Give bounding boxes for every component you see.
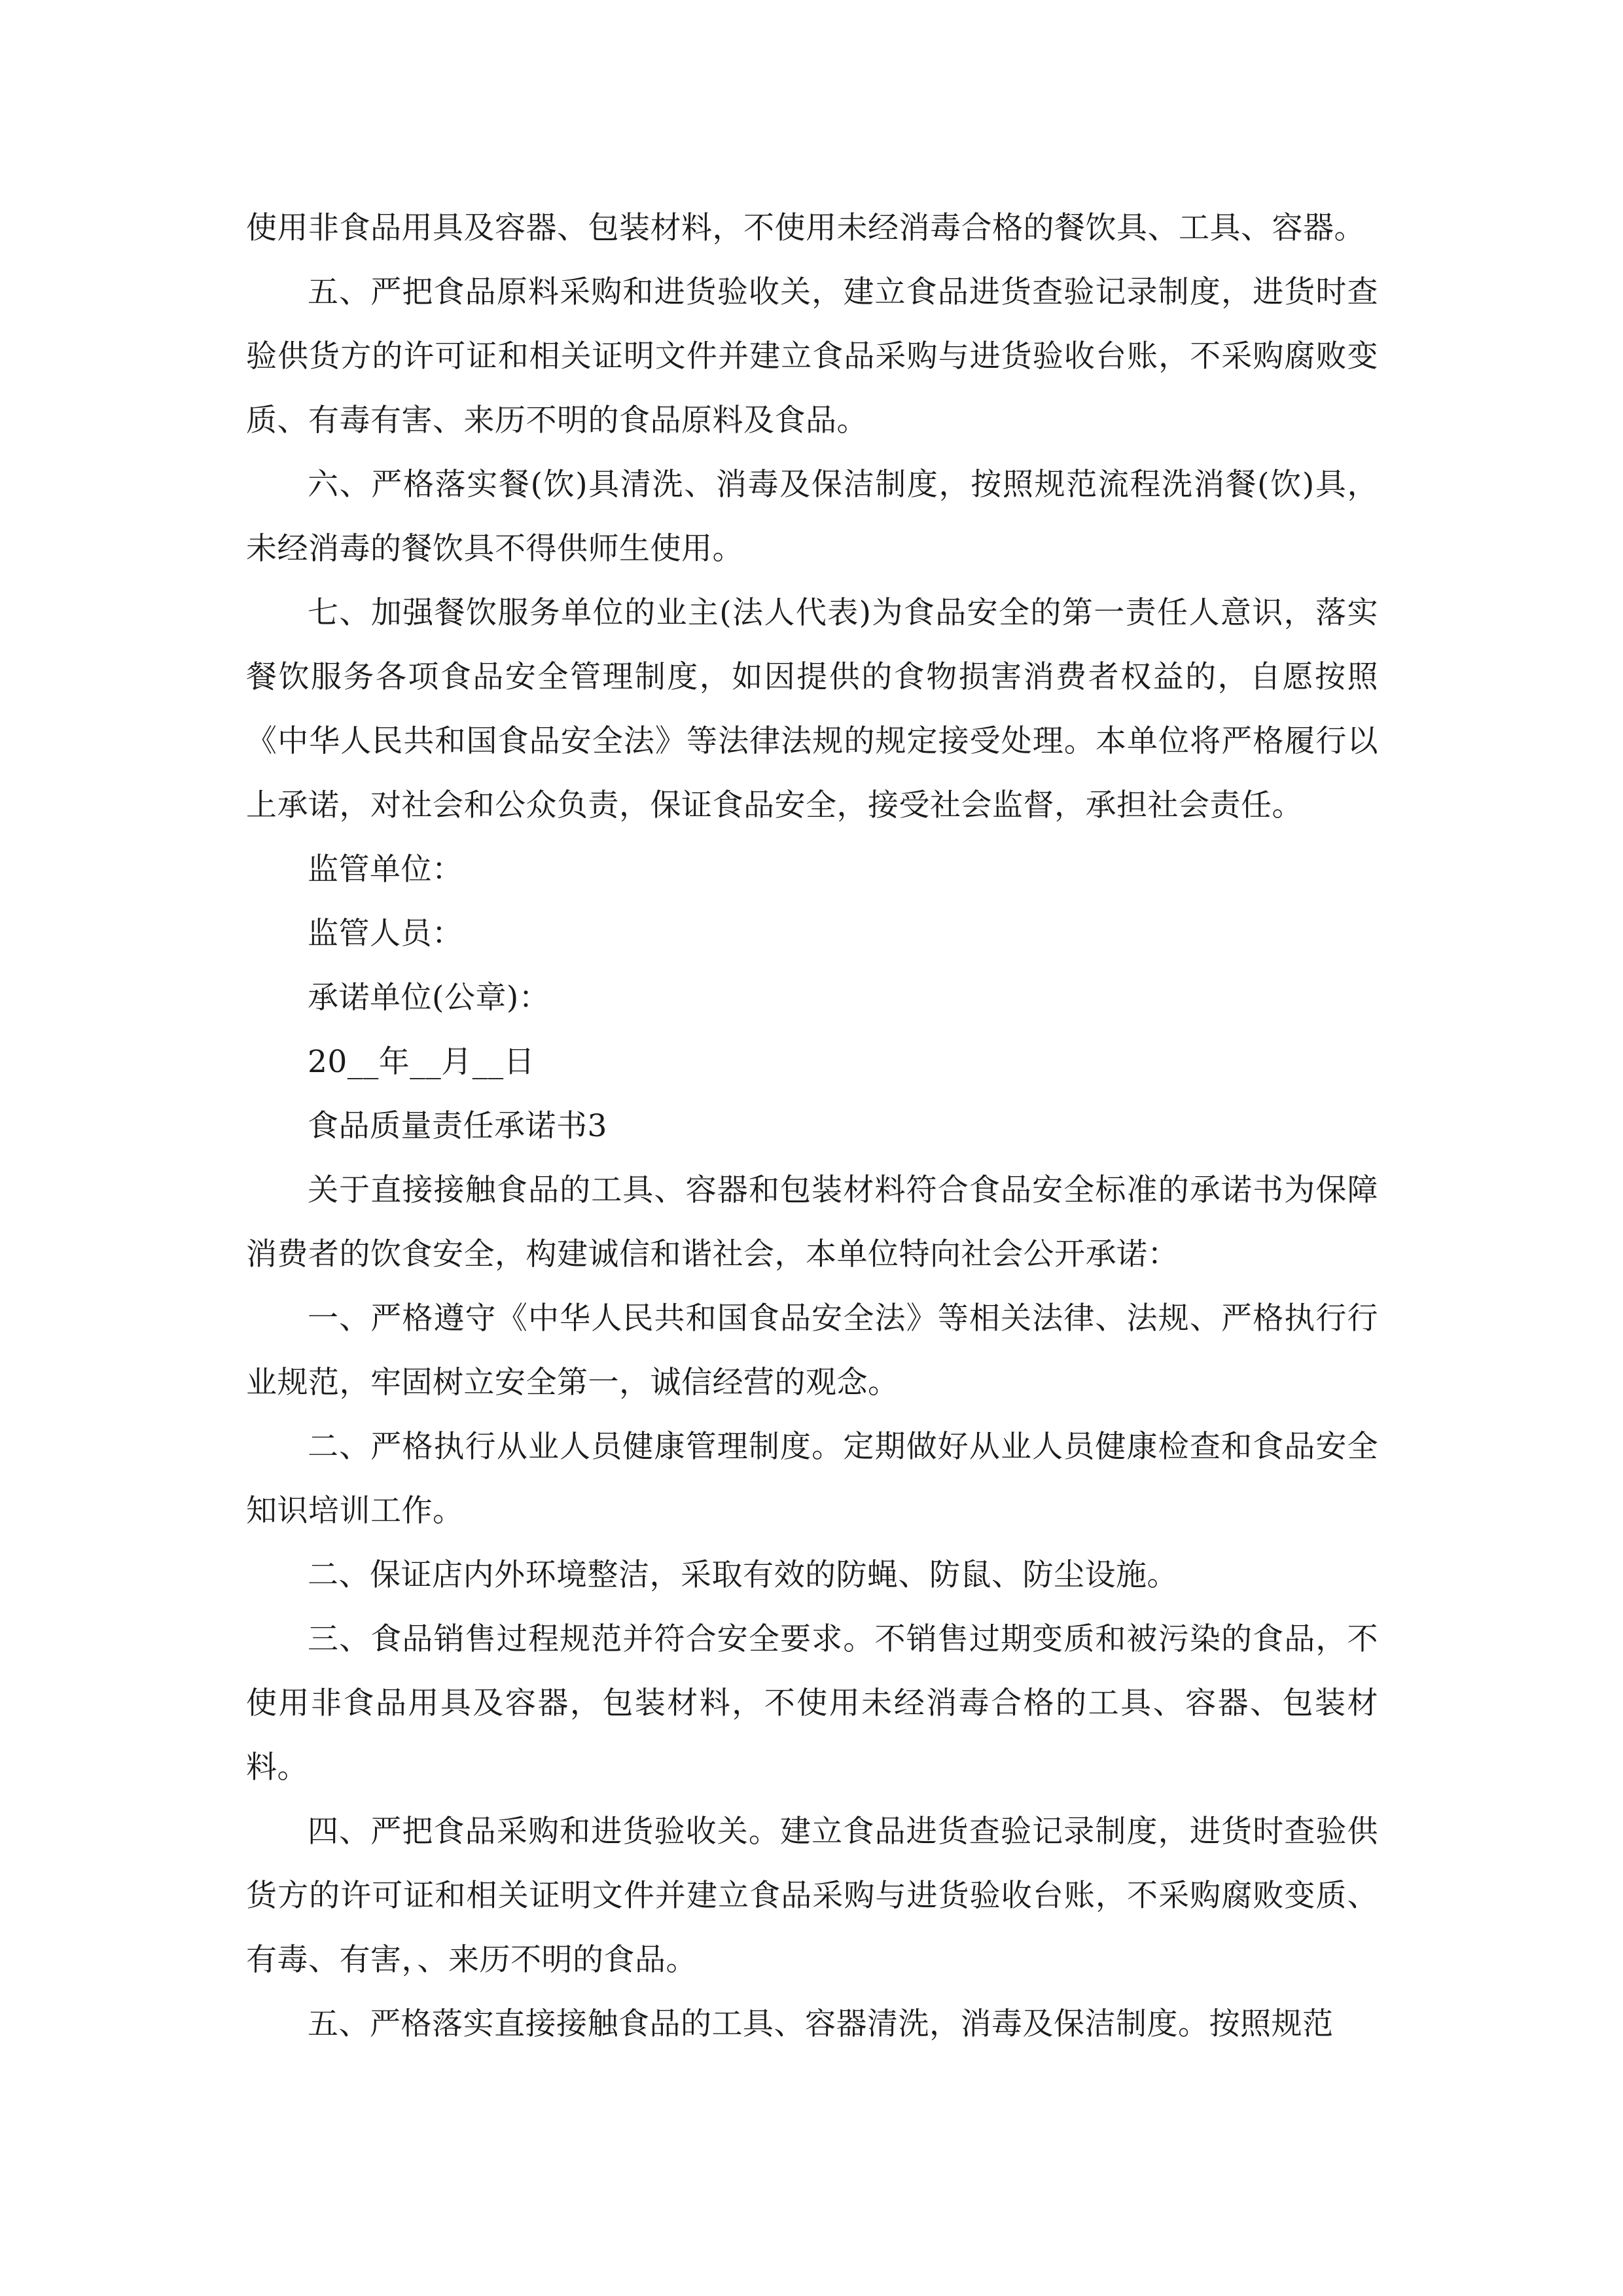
paragraph-item-3: 三、食品销售过程规范并符合安全要求。不销售过期变质和被污染的食品，不使用非食品用具及容器，包装材料，不使用未经消毒合格的工具、容器、包装材料。 [246,1621,1378,1785]
date-line: 20__年__月__日 [308,1044,535,1080]
supervising-unit-line: 监管单位： [308,852,463,888]
paragraph-continuation: 使用非食品用具及容器、包装材料，不使用未经消毒合格的餐饮具、工具、容器。 [246,210,1365,246]
section-heading: 食品质量责任承诺书3 [308,1108,607,1144]
paragraph-item-2-health: 二、严格执行从业人员健康管理制度。定期做好从业人员健康检查和食品安全知识培训工作。 [246,1429,1378,1529]
committing-unit-line: 承诺单位(公章)： [308,980,550,1016]
paragraph-item-4: 四、严把食品采购和进货验收关。建立食品进货查验记录制度，进货时查验供货方的许可证和相关证明文件并建立食品采购与进货验收台账，不采购腐败变质、有毒、有害，、来历不明的食品。 [246,1814,1378,1978]
paragraph-intro: 关于直接接触食品的工具、容器和包装材料符合食品安全标准的承诺书为保障消费者的饮食安全，构建诚信和谐社会，本单位特向社会公开承诺： [246,1172,1378,1272]
paragraph-item-7-responsibility: 七、加强餐饮服务单位的业主(法人代表)为食品安全的第一责任人意识，落实餐饮服务各项食品安全管理制度，如因提供的食物损害消费者权益的，自愿按照《中华人民共和国食品安全法》等法律法规的规定接受处理。本单位将严格履行以上承诺，对社会和公众负责，保证食品安全，接受社会监督，承担社会责任。 [246,595,1378,823]
paragraph-item-1: 一、严格遵守《中华人民共和国食品安全法》等相关法律、法规、严格执行行业规范，牢固树立安全第一，诚信经营的观念。 [246,1300,1378,1401]
paragraph-item-5-tools: 五、严格落实直接接触食品的工具、容器清洗，消毒及保洁制度。按照规范 [308,2006,1334,2042]
paragraph-item-2-environment: 二、保证店内外环境整洁，采取有效的防蝇、防鼠、防尘设施。 [308,1557,1178,1593]
document-body [246,196,1378,2056]
paragraph-item-6-cleaning: 六、严格落实餐(饮)具清洗、消毒及保洁制度，按照规范流程洗消餐(饮)具，未经消毒的餐饮具不得供师生使用。 [246,467,1378,567]
paragraph-item-5-procurement: 五、严把食品原料采购和进货验收关，建立食品进货查验记录制度，进货时查验供货方的许可证和相关证明文件并建立食品采购与进货验收台账，不采购腐败变质、有毒有害、来历不明的食品原料及食品。 [246,274,1378,439]
supervising-personnel-line: 监管人员： [308,916,463,952]
